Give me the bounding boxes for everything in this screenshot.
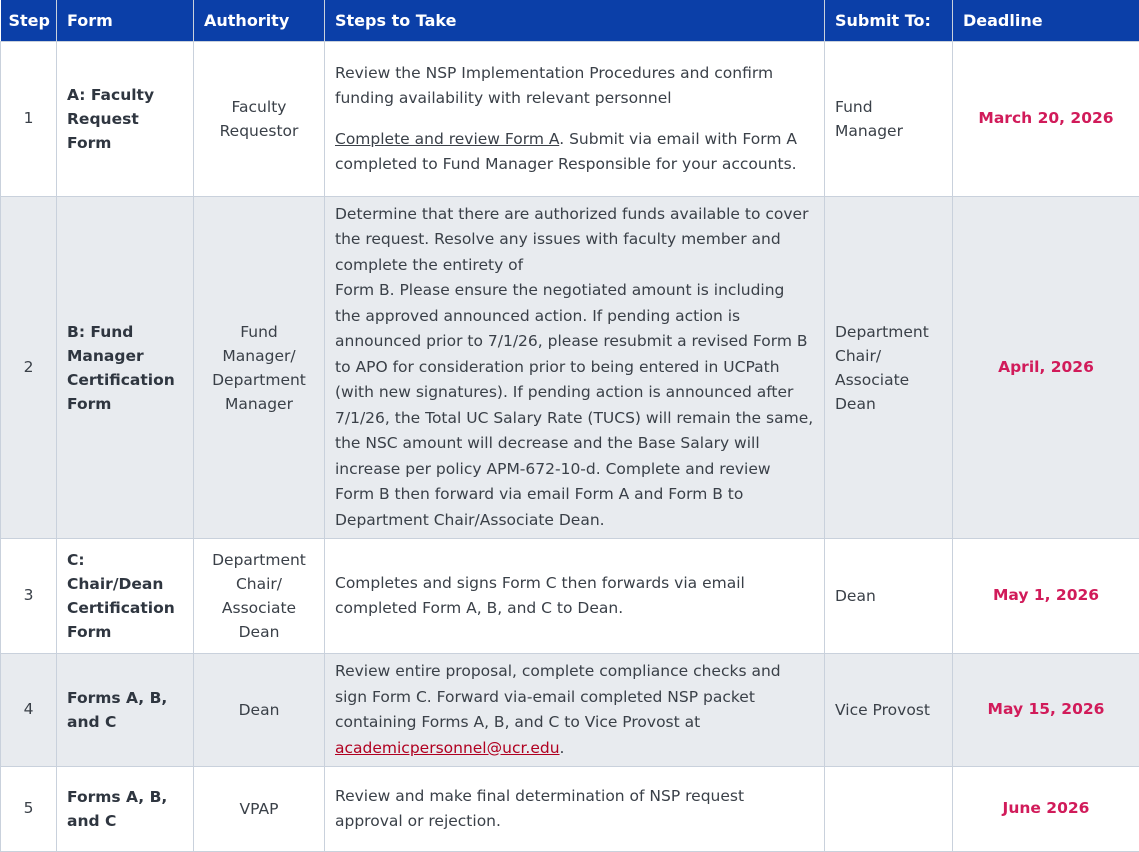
submit-to: Vice Provost [825, 654, 953, 767]
submit-to: Fund Manager [825, 42, 953, 197]
deadline: May 15, 2026 [953, 654, 1139, 767]
submit-to: Department Chair/ Associate Dean [825, 197, 953, 539]
table-header-row [1, 0, 1139, 42]
steps-paragraph [335, 127, 814, 178]
steps-to-take [325, 42, 825, 197]
step-number: 2 [1, 197, 57, 539]
form-name: Forms A, B, and C [57, 654, 194, 767]
step-number: 4 [1, 654, 57, 767]
steps-paragraph: Determine that there are authorized funds available to cover the request. Resolve any issues with faculty member and complete the entirety of [335, 202, 814, 279]
email-link[interactable]: academicpersonnel@ucr.edu [335, 739, 560, 757]
form-name: A: Faculty Request Form [57, 42, 194, 197]
steps-text: . Submit via email with Form A completed to Fund Manager Responsible for your accounts. [335, 130, 797, 174]
steps-paragraph: Review and make final determination of NSP request approval or rejection. [335, 784, 814, 835]
step-number: 5 [1, 767, 57, 852]
header-step: Step [1, 0, 57, 42]
form-name: B: Fund Manager Certification Form [57, 197, 194, 539]
deadline: March 20, 2026 [953, 42, 1139, 197]
form-name: C: Chair/Dean Certification Form [57, 539, 194, 654]
header-steps-to-take: Steps to Take [325, 0, 825, 42]
submit-to: Dean [825, 539, 953, 654]
steps-to-take [325, 654, 825, 767]
steps-paragraph: Form B. Please ensure the negotiated amount is including the approved announced action. If pending action is announced prior to 7/1/26, please resubmit a revised Form B to APO for consideration prior to being entered in UCPath (with new signatures). If pending action is announced after 7/1/26, the Total UC Salary Rate (TUCS) will remain the same, the NSC amount will decrease and the Base Salary will increase per policy APM-672-10-d. Complete and review Form B then forward via email Form A and Form B to Department Chair/Associate Dean. [335, 278, 814, 533]
step-number: 3 [1, 539, 57, 654]
steps-to-take [325, 539, 825, 654]
header-deadline: Deadline [953, 0, 1139, 42]
steps-to-take [325, 767, 825, 852]
header-authority: Authority [194, 0, 325, 42]
header-form: Form [57, 0, 194, 42]
step-number: 1 [1, 42, 57, 197]
form-a-link[interactable]: Complete and review Form A [335, 130, 559, 148]
authority: Fund Manager/ Department Manager [194, 197, 325, 539]
authority: Faculty Requestor [194, 42, 325, 197]
table-row [1, 539, 1139, 654]
deadline: April, 2026 [953, 197, 1139, 539]
authority: Dean [194, 654, 325, 767]
steps-to-take [325, 197, 825, 539]
deadline: May 1, 2026 [953, 539, 1139, 654]
steps-paragraph [335, 659, 814, 761]
table-row [1, 654, 1139, 767]
table-row [1, 197, 1139, 539]
table-row [1, 767, 1139, 852]
header-submit-to: Submit To: [825, 0, 953, 42]
table-row [1, 42, 1139, 197]
deadline: June 2026 [953, 767, 1139, 852]
steps-paragraph: Completes and signs Form C then forwards via email completed Form A, B, and C to Dean. [335, 571, 814, 622]
steps-text: . [560, 739, 565, 757]
steps-paragraph: Review the NSP Implementation Procedures and confirm funding availability with relevant personnel [335, 61, 814, 112]
form-name: Forms A, B, and C [57, 767, 194, 852]
submit-to [825, 767, 953, 852]
authority: VPAP [194, 767, 325, 852]
steps-text: Review entire proposal, complete compliance checks and sign Form C. Forward via-email completed NSP packet containing Forms A, B, and C to Vice Provost at [335, 662, 781, 731]
authority: Department Chair/ Associate Dean [194, 539, 325, 654]
